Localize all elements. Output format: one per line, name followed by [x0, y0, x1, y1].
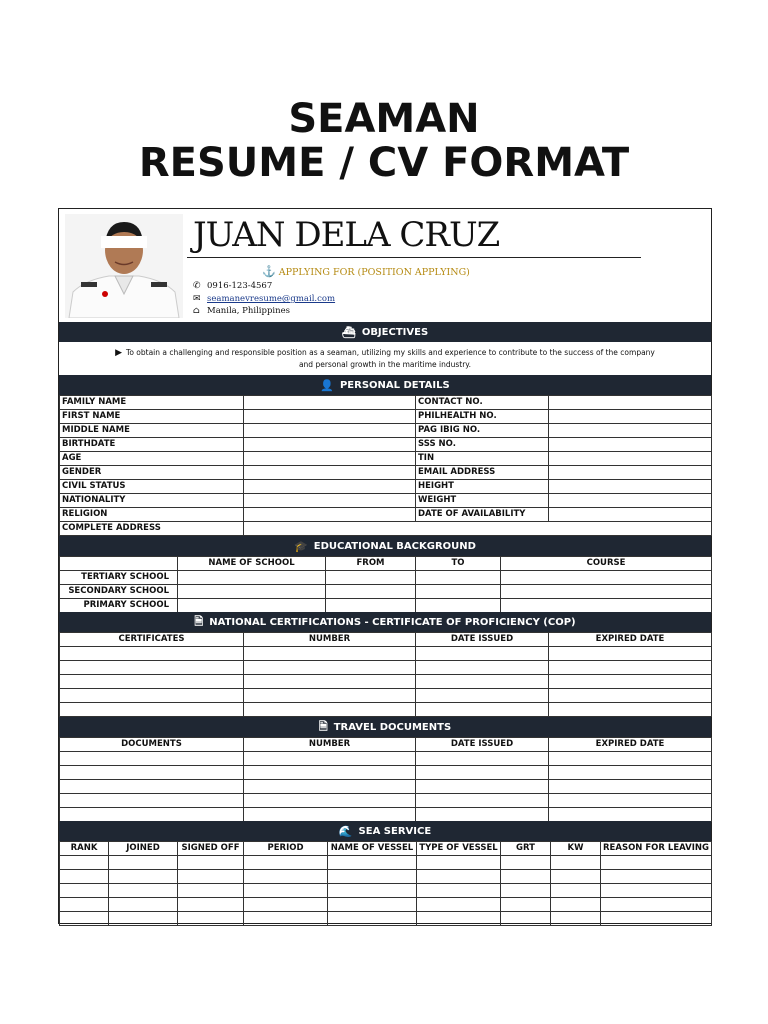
sea-service-cell[interactable] — [501, 870, 551, 884]
personal-left-value[interactable] — [244, 410, 416, 424]
sea-service-cell[interactable] — [178, 898, 244, 912]
personal-right-value[interactable] — [549, 452, 712, 466]
travel-header: NUMBER — [244, 738, 416, 752]
travel-header: DATE ISSUED — [416, 738, 549, 752]
education-header: FROM — [326, 557, 416, 571]
education-row — [60, 571, 712, 585]
personal-row — [60, 410, 712, 424]
personal-left-value[interactable] — [244, 508, 416, 522]
certifications-cell[interactable] — [416, 703, 549, 717]
certifications-header: NUMBER — [244, 633, 416, 647]
certifications-row — [60, 703, 712, 717]
certifications-table — [59, 632, 712, 717]
education-header-row — [60, 557, 712, 571]
personal-row — [60, 396, 712, 410]
profile-photo — [65, 214, 183, 318]
sea-service-header: PERIOD — [244, 842, 328, 856]
education-row — [60, 599, 712, 613]
travel-row — [60, 752, 712, 766]
sea-service-row — [60, 856, 712, 870]
education-cell[interactable] — [178, 585, 326, 599]
sea-service-cell[interactable] — [601, 912, 712, 926]
travel-row — [60, 794, 712, 808]
wave-icon: 🌊 — [338, 824, 353, 838]
education-cell[interactable] — [178, 599, 326, 613]
personal-left-label: GENDER — [60, 466, 244, 480]
personal-left-value[interactable] — [244, 494, 416, 508]
sea-service-cell[interactable] — [417, 912, 501, 926]
sea-service-cell[interactable] — [501, 884, 551, 898]
personal-right-value[interactable] — [549, 480, 712, 494]
certifications-cell[interactable] — [244, 689, 416, 703]
personal-left-label: NATIONALITY — [60, 494, 244, 508]
education-bar — [59, 536, 711, 556]
education-header: TO — [416, 557, 501, 571]
sea-service-cell[interactable] — [601, 884, 712, 898]
sea-service-row — [60, 898, 712, 912]
certifications-header-row — [60, 633, 712, 647]
sea-service-cell[interactable] — [328, 870, 417, 884]
personal-left-label: CIVIL STATUS — [60, 480, 244, 494]
personal-row-address — [60, 522, 712, 536]
travel-cell[interactable] — [60, 794, 244, 808]
personal-row — [60, 424, 712, 438]
personal-row — [60, 452, 712, 466]
sea-service-row — [60, 912, 712, 926]
personal-right-label: PHILHEALTH NO. — [416, 410, 549, 424]
certifications-cell[interactable] — [60, 703, 244, 717]
personal-bar — [59, 375, 711, 395]
person-icon: 👤 — [320, 378, 334, 392]
sea-service-title: SEA SERVICE — [358, 825, 432, 837]
travel-header: DOCUMENTS — [60, 738, 244, 752]
personal-left-value[interactable] — [244, 452, 416, 466]
sea-service-header-row — [60, 842, 712, 856]
certifications-cell[interactable] — [416, 647, 549, 661]
travel-cell[interactable] — [416, 752, 549, 766]
personal-right-label: CONTACT NO. — [416, 396, 549, 410]
personal-left-value[interactable] — [244, 480, 416, 494]
sea-service-header: JOINED — [109, 842, 178, 856]
address-line — [193, 306, 290, 316]
page-title-line1: SEAMAN — [288, 96, 480, 142]
personal-left-label: MIDDLE NAME — [60, 424, 244, 438]
certifications-cell[interactable] — [549, 689, 712, 703]
sea-service-table — [59, 841, 712, 926]
applying-for — [262, 265, 470, 278]
objectives-title: OBJECTIVES — [361, 326, 429, 338]
travel-cell[interactable] — [416, 780, 549, 794]
travel-cell[interactable] — [416, 794, 549, 808]
sea-service-cell[interactable] — [551, 884, 601, 898]
certifications-cell[interactable] — [244, 675, 416, 689]
certifications-header: CERTIFICATES — [60, 633, 244, 647]
education-cell[interactable] — [326, 571, 416, 585]
travel-cell[interactable] — [416, 766, 549, 780]
sea-service-cell[interactable] — [551, 912, 601, 926]
personal-left-value[interactable] — [244, 424, 416, 438]
sea-service-cell[interactable] — [551, 856, 601, 870]
certifications-cell[interactable] — [244, 661, 416, 675]
education-header-blank — [60, 557, 178, 571]
personal-right-value[interactable] — [549, 466, 712, 480]
travel-bar — [59, 717, 711, 737]
email-link[interactable]: seamanevresume@gmail.com — [207, 294, 336, 304]
certifications-cell[interactable] — [549, 661, 712, 675]
certifications-row — [60, 675, 712, 689]
sea-service-header: GRT — [501, 842, 551, 856]
sea-service-header: SIGNED OFF — [178, 842, 244, 856]
travel-title: TRAVEL DOCUMENTS — [333, 721, 452, 733]
certifications-cell[interactable] — [60, 689, 244, 703]
travel-cell[interactable] — [549, 752, 712, 766]
personal-left-value[interactable] — [244, 466, 416, 480]
sea-service-cell[interactable] — [244, 898, 328, 912]
objectives-bar — [59, 322, 711, 342]
mail-icon: ✉ — [193, 294, 201, 304]
education-row — [60, 585, 712, 599]
travel-header-row — [60, 738, 712, 752]
sea-service-cell[interactable] — [109, 898, 178, 912]
email-line — [193, 294, 335, 304]
personal-left-value[interactable] — [244, 438, 416, 452]
personal-left-label: FIRST NAME — [60, 410, 244, 424]
education-header: COURSE — [501, 557, 712, 571]
phone-icon: ✆ — [193, 281, 201, 291]
education-cell[interactable] — [501, 585, 712, 599]
address-value[interactable] — [244, 522, 712, 536]
arrow-icon: ▶ — [115, 348, 123, 358]
sea-service-cell[interactable] — [601, 856, 712, 870]
sea-service-cell[interactable] — [328, 912, 417, 926]
education-cell[interactable] — [501, 571, 712, 585]
sea-service-cell[interactable] — [601, 898, 712, 912]
personal-right-label: WEIGHT — [416, 494, 549, 508]
travel-row — [60, 808, 712, 822]
personal-left-label: BIRTHDATE — [60, 438, 244, 452]
travel-cell[interactable] — [60, 766, 244, 780]
passport-icon: 🗎 — [318, 719, 328, 733]
sea-service-cell[interactable] — [60, 884, 109, 898]
certifications-cell[interactable] — [549, 675, 712, 689]
sea-service-cell[interactable] — [60, 898, 109, 912]
personal-right-label: PAG IBIG NO. — [416, 424, 549, 438]
sea-service-cell[interactable] — [501, 912, 551, 926]
personal-right-label: SSS NO. — [416, 438, 549, 452]
sea-service-cell[interactable] — [109, 856, 178, 870]
travel-cell[interactable] — [60, 780, 244, 794]
sea-service-cell[interactable] — [244, 856, 328, 870]
certifications-row — [60, 647, 712, 661]
sea-service-cell[interactable] — [551, 898, 601, 912]
personal-row — [60, 438, 712, 452]
sea-service-cell[interactable] — [60, 856, 109, 870]
graduation-cap-icon: 🎓 — [294, 539, 308, 553]
sea-service-header: NAME OF VESSEL — [328, 842, 417, 856]
sea-service-cell[interactable] — [551, 870, 601, 884]
personal-right-label: EMAIL ADDRESS — [416, 466, 549, 480]
certifications-row — [60, 661, 712, 675]
sea-service-cell[interactable] — [328, 884, 417, 898]
home-icon: ⌂ — [193, 306, 200, 316]
travel-cell[interactable] — [244, 752, 416, 766]
sea-service-cell[interactable] — [417, 898, 501, 912]
education-level: TERTIARY SCHOOL — [60, 571, 178, 585]
sea-service-cell[interactable] — [501, 856, 551, 870]
sea-service-cell[interactable] — [109, 912, 178, 926]
document-icon: 🗎 — [194, 614, 204, 628]
name-underline — [187, 257, 641, 258]
travel-cell[interactable] — [60, 808, 244, 822]
address-label: COMPLETE ADDRESS — [60, 522, 244, 536]
personal-row — [60, 508, 712, 522]
travel-header: EXPIRED DATE — [549, 738, 712, 752]
certifications-cell[interactable] — [416, 689, 549, 703]
travel-cell[interactable] — [549, 766, 712, 780]
resume-sheet — [58, 208, 712, 924]
personal-right-value[interactable] — [549, 396, 712, 410]
sea-service-cell[interactable] — [601, 870, 712, 884]
certifications-cell[interactable] — [60, 661, 244, 675]
phone-line — [193, 281, 272, 291]
personal-title: PERSONAL DETAILS — [339, 379, 450, 391]
travel-cell[interactable] — [416, 808, 549, 822]
certifications-cell[interactable] — [549, 647, 712, 661]
sea-service-cell[interactable] — [244, 870, 328, 884]
objectives-line2: and personal growth in the maritime industry. — [298, 360, 472, 369]
sea-service-header: REASON FOR LEAVING — [601, 842, 712, 856]
anchor-icon: ⚓ — [262, 265, 276, 278]
certifications-cell[interactable] — [60, 647, 244, 661]
sea-service-cell[interactable] — [178, 870, 244, 884]
sea-service-cell[interactable] — [60, 912, 109, 926]
education-level: PRIMARY SCHOOL — [60, 599, 178, 613]
personal-right-value[interactable] — [549, 494, 712, 508]
travel-cell[interactable] — [244, 780, 416, 794]
sea-service-cell[interactable] — [328, 898, 417, 912]
sea-service-row — [60, 884, 712, 898]
education-level: SECONDARY SCHOOL — [60, 585, 178, 599]
sea-service-cell[interactable] — [244, 912, 328, 926]
travel-row — [60, 766, 712, 780]
certifications-cell[interactable] — [244, 647, 416, 661]
travel-cell[interactable] — [549, 808, 712, 822]
education-cell[interactable] — [416, 599, 501, 613]
education-cell[interactable] — [416, 571, 501, 585]
sea-service-bar — [59, 821, 711, 841]
personal-right-value[interactable] — [549, 508, 712, 522]
travel-cell[interactable] — [549, 794, 712, 808]
sea-service-cell[interactable] — [178, 856, 244, 870]
personal-right-value[interactable] — [549, 410, 712, 424]
sea-service-header: RANK — [60, 842, 109, 856]
personal-left-label: RELIGION — [60, 508, 244, 522]
objectives-line1: To obtain a challenging and responsible position as a seaman, utilizing my skills and experience to contribute to the success of the company — [126, 348, 655, 357]
certifications-title: NATIONAL CERTIFICATIONS - CERTIFICATE OF PROFICIENCY (COP) — [209, 616, 576, 628]
personal-right-label: TIN — [416, 452, 549, 466]
sea-service-cell[interactable] — [417, 856, 501, 870]
sea-service-cell[interactable] — [501, 898, 551, 912]
sea-service-header: TYPE OF VESSEL — [417, 842, 501, 856]
sea-service-cell[interactable] — [60, 870, 109, 884]
personal-row — [60, 494, 712, 508]
certifications-bar — [59, 612, 711, 632]
personal-right-label: HEIGHT — [416, 480, 549, 494]
education-cell[interactable] — [178, 571, 326, 585]
sea-service-cell[interactable] — [109, 884, 178, 898]
certifications-cell[interactable] — [416, 661, 549, 675]
education-cell[interactable] — [326, 599, 416, 613]
travel-cell[interactable] — [244, 808, 416, 822]
education-title: EDUCATIONAL BACKGROUND — [313, 540, 476, 552]
sea-service-cell[interactable] — [109, 870, 178, 884]
education-cell[interactable] — [501, 599, 712, 613]
personal-right-value[interactable] — [549, 424, 712, 438]
page-title-line2: RESUME / CV FORMAT — [138, 140, 630, 186]
sea-service-cell[interactable] — [417, 870, 501, 884]
personal-left-label: FAMILY NAME — [60, 396, 244, 410]
certifications-cell[interactable] — [416, 675, 549, 689]
certifications-header: EXPIRED DATE — [549, 633, 712, 647]
resume-header — [59, 209, 711, 322]
personal-left-value[interactable] — [244, 396, 416, 410]
travel-cell[interactable] — [549, 780, 712, 794]
sea-service-cell[interactable] — [178, 912, 244, 926]
sea-service-cell[interactable] — [328, 856, 417, 870]
certifications-cell[interactable] — [244, 703, 416, 717]
objectives-text — [59, 343, 711, 373]
sea-service-cell[interactable] — [178, 884, 244, 898]
personal-left-label: AGE — [60, 452, 244, 466]
home-address: Manila, Philippines — [207, 306, 290, 316]
travel-cell[interactable] — [244, 766, 416, 780]
sea-service-cell[interactable] — [244, 884, 328, 898]
education-header: NAME OF SCHOOL — [178, 557, 326, 571]
personal-right-label: DATE OF AVAILABILITY — [416, 508, 549, 522]
applying-for-text: APPLYING FOR (POSITION APPLYING) — [278, 267, 470, 278]
education-cell[interactable] — [326, 585, 416, 599]
personal-table — [59, 395, 712, 536]
sea-service-cell[interactable] — [417, 884, 501, 898]
education-table — [59, 556, 712, 613]
certifications-cell[interactable] — [60, 675, 244, 689]
education-cell[interactable] — [416, 585, 501, 599]
travel-cell[interactable] — [60, 752, 244, 766]
sea-service-header: KW — [551, 842, 601, 856]
certifications-cell[interactable] — [549, 703, 712, 717]
travel-cell[interactable] — [244, 794, 416, 808]
applicant-name: JUAN DELA CRUZ — [193, 215, 500, 255]
travel-row — [60, 780, 712, 794]
personal-row — [60, 466, 712, 480]
travel-table — [59, 737, 712, 822]
personal-row — [60, 480, 712, 494]
phone-number: 0916-123-4567 — [207, 281, 273, 291]
ship-icon: ⛴ — [341, 325, 356, 339]
certifications-header: DATE ISSUED — [416, 633, 549, 647]
certifications-row — [60, 689, 712, 703]
personal-right-value[interactable] — [549, 438, 712, 452]
sea-service-row — [60, 870, 712, 884]
